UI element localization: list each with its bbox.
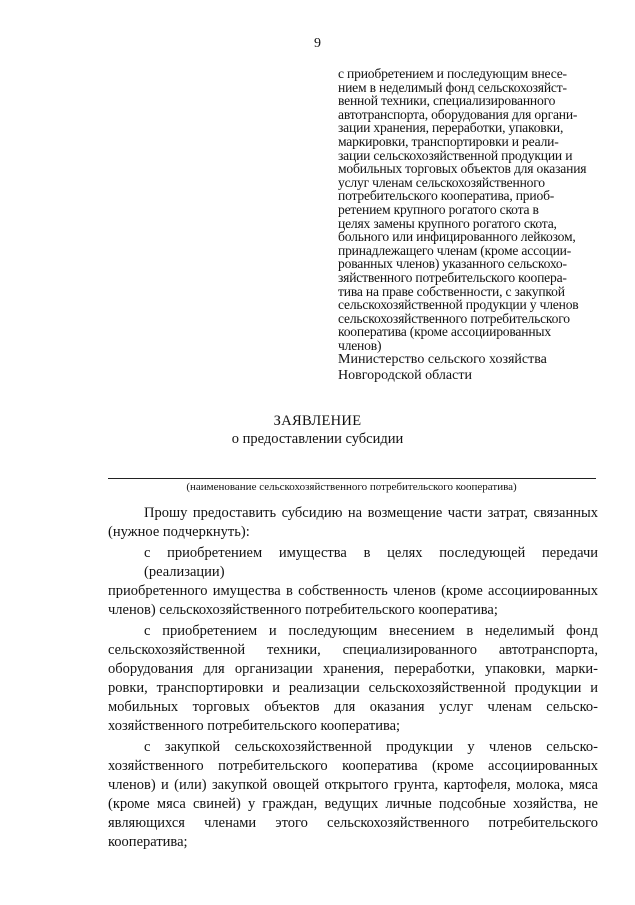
body-paragraph — [108, 622, 598, 736]
body-paragraph — [108, 504, 598, 542]
page-number: 9 — [314, 36, 321, 51]
header-line: тива на праве собственности, с закупкой — [338, 283, 565, 299]
body-line: мобильных торговых объектов для оказания услуг членам сельско- — [108, 699, 598, 715]
document-subtitle: о предоставлении субсидии — [231, 431, 404, 447]
body-line: членов) и (или) закупкой овощей открытого грунта, картофеля, молока, мяса — [108, 777, 598, 793]
body-paragraph — [108, 544, 598, 620]
body-line: хозяйственного потребительского кооператива (кроме ассоциированных — [108, 758, 598, 774]
header-line: нием в неделимый фонд сельскохозяйст- — [338, 79, 567, 95]
body-line: приобретенного имущества в собственность членов (кроме ассоциированных — [108, 583, 598, 599]
body-line: ровки, транспортировки и реализации сельскохозяйственной продукции и — [108, 680, 598, 696]
body-line: оборудования для организации хранения, переработки, упаковки, марки- — [108, 661, 598, 677]
cooperative-name-caption: (наименование сельскохозяйственного потребительского кооператива) — [186, 481, 517, 493]
header-line: маркировки, транспортировки и реали- — [338, 133, 559, 149]
header-line: целях замены крупного рогатого скота, — [338, 215, 557, 231]
header-line: венной техники, специализированного — [338, 93, 556, 109]
header-line: зации сельскохозяйственной продукции и — [338, 147, 573, 163]
body-line: Прошу предоставить субсидию на возмещение части затрат, связанных — [144, 505, 598, 521]
body-line: сельскохозяйственной техники, специализированного автотранспорта, — [108, 642, 598, 658]
body-paragraph — [108, 738, 598, 852]
body-line: кооператива; — [108, 834, 188, 850]
header-line: мобильных торговых объектов для оказания — [338, 161, 587, 177]
header-line: зяйственного потребительского коопера- — [338, 269, 567, 285]
body-line: являющихся членами этого сельскохозяйственного потребительского — [108, 815, 598, 831]
body-line: с приобретением имущества в целях последующей передачи (реализации) — [144, 545, 598, 580]
body-line: хозяйственного потребительского кооператива; — [108, 718, 401, 734]
header-line: кооператива (кроме ассоциированных — [338, 324, 551, 340]
header-line: ретением крупного рогатого скота в — [338, 201, 539, 217]
body-line: с приобретением и последующим внесением в неделимый фонд — [144, 623, 598, 639]
cooperative-name-fill-line[interactable] — [108, 478, 596, 479]
header-line: членов) — [338, 337, 382, 353]
body-line: с закупкой сельскохозяйственной продукции у членов сельско- — [144, 739, 598, 755]
header-line: больного или инфицированного лейкозом, — [338, 229, 576, 245]
header-line: принадлежащего членам (кроме ассоции- — [338, 242, 572, 258]
header-line: сельскохозяйственной продукции у членов — [338, 297, 579, 313]
header-line: потребительского кооператива, приоб- — [338, 188, 555, 204]
header-line: рованных членов) указанного сельскохо- — [338, 256, 567, 272]
approval-header-block — [338, 67, 606, 352]
header-line: сельскохозяйственного потребительского — [338, 310, 570, 326]
header-line: зации хранения, переработки, упаковки, — [338, 120, 564, 136]
document-title: ЗАЯВЛЕНИЕ — [273, 413, 362, 429]
header-line: с приобретением и последующим внесе- — [338, 66, 567, 81]
header-line: автотранспорта, оборудования для органи- — [338, 106, 578, 122]
addressee-line: Новгородской области — [338, 367, 472, 383]
addressee-block — [338, 352, 606, 383]
application-body — [108, 504, 598, 854]
addressee-line: Министерство сельского хозяйства — [338, 352, 547, 367]
header-line: услуг членам сельскохозяйственного — [338, 174, 545, 190]
body-line: (кроме мяса свиней) у граждан, ведущих личные подсобные хозяйства, не — [108, 796, 598, 812]
body-line: членов) сельскохозяйственного потребительского кооператива; — [108, 602, 498, 618]
body-line: (нужное подчеркнуть): — [108, 524, 250, 540]
